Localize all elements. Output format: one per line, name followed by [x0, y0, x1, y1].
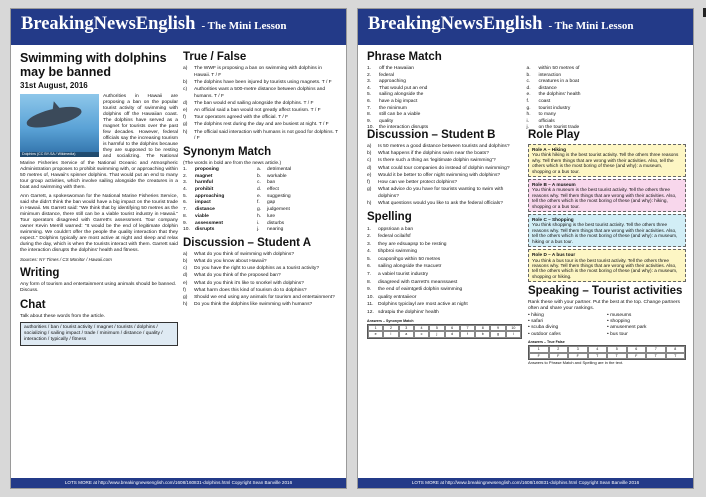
discussion-b-item: [367, 180, 522, 187]
discussion-b-item: [367, 158, 522, 165]
phrase-letter: b.: [526, 72, 531, 78]
role-card: [528, 144, 686, 177]
discussion-b-item-marker: c): [367, 158, 372, 164]
answer-letter: f: [460, 331, 475, 338]
spelling-item-marker: 2.: [367, 234, 372, 240]
spelling-item: [367, 263, 522, 271]
discussion-a-item-marker: a): [183, 251, 188, 257]
phrase-letter: e.: [526, 92, 531, 98]
answer-letter: b: [475, 331, 490, 338]
discussion-b-item-text: What advice do you have for tourists wanting to swim with dolphins?: [378, 187, 504, 199]
writing-heading: Writing: [20, 267, 60, 280]
spelling-item-marker: 1.: [367, 226, 372, 232]
writing-prompt: Any form of tourism and entertainment using animals should be banned. Discuss.: [20, 282, 177, 294]
true-false-item: [183, 130, 339, 143]
role-card: [528, 179, 686, 212]
phrase-number: 10.: [367, 125, 374, 131]
synonym-number: 8.: [183, 213, 188, 219]
phrase-end: interaction: [538, 72, 562, 78]
synonym-word: impact: [195, 200, 211, 206]
discussion-a-item-marker: f): [183, 287, 186, 293]
true-false-item-marker: h): [183, 129, 188, 135]
true-false-item-marker: c): [183, 86, 188, 92]
answer-value: T: [646, 353, 666, 360]
spelling-item-marker: 8.: [367, 279, 372, 285]
discussion-a-item-text: What do you know about Hawaii?: [194, 259, 267, 265]
synonym-letter: b.: [257, 173, 262, 179]
true-false-item: [183, 66, 339, 79]
answer-value: F: [568, 353, 588, 360]
answer-number: 4: [414, 325, 429, 332]
synonym-letter: h.: [257, 213, 262, 219]
phrase-start: still can be a viable: [379, 112, 421, 118]
discussion-b-item-marker: h): [367, 200, 372, 206]
chat-word-box: authorities / ban / tourist activity / magnet / tourists / dolphins / socializing / sailing impact / trade / minimum / distance / quality / interaction / typically / fitness: [20, 322, 178, 347]
phrase-end: tourist industry: [538, 105, 571, 111]
phrase-end: the dolphins' health: [538, 92, 581, 98]
answer-number: 8: [666, 346, 686, 353]
answer-letter: g: [490, 331, 505, 338]
synonym-word: harmful: [195, 180, 213, 186]
spelling-list: [367, 226, 522, 317]
synonym-letter: e.: [257, 193, 262, 199]
phrase-match-section: [367, 51, 686, 132]
answer-letter: a: [399, 331, 414, 338]
discussion-b-heading: Discussion – Student B: [367, 129, 496, 141]
true-false-heading: True / False: [183, 51, 247, 63]
discussion-b-item-marker: a): [367, 144, 372, 149]
synonym-option: detrimental: [267, 166, 292, 172]
discussion-a-item: [183, 302, 339, 309]
synonym-option: judgement: [267, 207, 290, 213]
speaking-item: • outdoor cafes: [528, 332, 607, 338]
speaking-item: • hiking: [528, 313, 607, 319]
speaking-heading: Speaking – Tourist activities: [528, 285, 683, 298]
role-text: You think hiking is the best tourist activity. Tell the others three reasons why. Tell them things that are wrong with their activities. Also, tell the others which is the most boring of these (and why): a museum, shopping or a bus tour.: [532, 152, 679, 174]
article-paragraph: Authorities in Hawaii are proposing a ban on the popular tourist activity of swimming with dolphins off the Hawaiian coast. The dolphins have served as a magnet for tourists over the past few decades. However, federal officials say the increasing tourism is harmful to the dolphins because they are supposed to be resting and socializing. The National Marine Fisheries Service of the National Oceanic and Atmospheric Administration proposes to prohibit swimming with, or approaching within 50 metres of, Hawaii's spinner dolphins. That would put an end to many tour group activities, which involve sailing alongside the creatures in a boat and swimming with them.: [20, 94, 178, 190]
page-one-footer: LOTS MORE at http://www.breakingnewsenglish.com/1608/160831-dolphins.html Copyright Sean Banville 2016: [11, 478, 346, 488]
answer-letter: e: [368, 331, 383, 338]
synonym-number: 3.: [183, 180, 188, 186]
spelling-item-marker: 3.: [367, 241, 372, 247]
brand-title: BreakingNewsEnglish: [368, 14, 543, 34]
phrase-letter: i.: [526, 118, 529, 124]
phrase-end: distance: [538, 85, 557, 91]
phrase-letter: g.: [526, 105, 531, 111]
discussion-b-item-marker: b): [367, 151, 372, 157]
phrase-number: 1.: [367, 66, 372, 71]
discussion-a-item-text: What do you think of the proposed ban?: [194, 273, 281, 279]
true-false-list: [183, 66, 339, 143]
synonym-letter: j.: [257, 227, 260, 233]
synonym-number: 4.: [183, 187, 188, 192]
synonym-option: nearing: [267, 227, 284, 233]
true-false-item: [183, 122, 339, 129]
answer-number: 2: [549, 346, 569, 353]
phrase-number: 9.: [367, 118, 372, 124]
phrase-start: have a big impact: [379, 98, 418, 104]
article-paragraph: Ann Garrett, a spokeswoman for the National Marine Fisheries Service, said she didn't think the ban would have a big impact on the tourist trade in Hawaii. Ms Garrett said: "We think that by identifying 50 metres as the minimum distance, there still can be a viable tourist industry in Hawaii." Tour operators disagreed with Garrett's assessment. Tour company owner Kevin Merrill warned: "It would be the end of legitimate dolphin swimming. We couldn't offer the people the quality interaction that they expect." Dolphins typically are most active at night and sleep and relax during the day, which is when the tourists interact with them. Garrett said the interaction disrupts the dolphins' health and fitness.: [20, 193, 178, 254]
answers-note: Answers to Phrase Match and Spelling are in the text.: [528, 360, 624, 366]
discussion-b-item-text: What could tour companies do instead of dolphin swimming?: [378, 165, 510, 171]
answer-number: 6: [627, 346, 647, 353]
true-false-item-text: The dolphins rest during the day and are busiest at night. T / F: [194, 122, 329, 128]
synonym-word: prohibit: [195, 187, 214, 192]
dolphin-photo: [20, 94, 99, 157]
answer-value: T: [607, 353, 627, 360]
synonym-word: viable: [195, 213, 209, 219]
synonym-number: 7.: [183, 207, 188, 213]
answer-value: T: [666, 353, 686, 360]
synonym-note: (The words in bold are from the news article.): [183, 160, 282, 166]
article-column: [20, 51, 178, 346]
true-false-item-marker: f): [183, 115, 186, 121]
answer-number: 5: [607, 346, 627, 353]
phrase-letter: j.: [526, 125, 529, 131]
answer-letter: c: [414, 331, 429, 338]
spelling-item-text: Dolphins typiclayl are most active at night: [378, 302, 468, 308]
synonym-number: 5.: [183, 193, 188, 199]
spelling-item-text: they are edsuapsp to be resting: [378, 241, 447, 247]
phrase-letter: a.: [526, 66, 531, 71]
discussion-a-item-text: What do you think it's like to snorkel with dolphins?: [194, 280, 304, 286]
page-two-header: [358, 9, 693, 45]
synonym-word: approaching: [195, 193, 225, 199]
discussion-b-item-text: What happens if the dolphins swim near the boats?: [378, 151, 489, 157]
spelling-item: [367, 309, 522, 317]
true-false-item-marker: a): [183, 66, 188, 71]
discussion-a-item-text: What harm does this kind of tourism do to dolphins?: [194, 287, 307, 293]
discussion-a-item-marker: g): [183, 295, 188, 301]
page-two-footer: LOTS MORE at http://www.breakingnewsenglish.com/1608/160831-dolphins.html Copyright Sean Banville 2016: [358, 478, 693, 488]
answer-number: 6: [445, 325, 460, 332]
discussion-a-list: [183, 252, 339, 309]
phrase-match-list: [367, 66, 686, 132]
discussion-b-item: [367, 187, 522, 200]
discussion-b-item: [367, 166, 522, 173]
spelling-item-text: sailing alongside the rsacuetr: [378, 264, 442, 270]
spelling-item: [367, 233, 522, 241]
true-false-item-text: An official said a ban would not greatly affect tourism. T / F: [194, 107, 321, 113]
discussion-b-item: [367, 144, 522, 151]
answers-tf-heading: Answers – True False: [528, 340, 565, 345]
discussion-b-item-text: Is 50 metres a good distance between tourists and dolphins?: [378, 144, 510, 149]
phrase-number: 3.: [367, 79, 372, 85]
answer-number: 4: [588, 346, 608, 353]
synonym-letter: d.: [257, 187, 262, 192]
spelling-item-text: federal ocilaifsf: [378, 234, 411, 240]
answer-number: 10: [506, 325, 521, 332]
spelling-item-marker: 10.: [367, 294, 374, 300]
answer-value: F: [529, 353, 549, 360]
synonym-option: lure: [267, 213, 276, 219]
synonym-word: assessment: [195, 220, 224, 226]
answers-tf-grid: [528, 345, 686, 360]
discussion-a-item-marker: e): [183, 280, 188, 286]
answer-letter: l: [383, 331, 398, 338]
answer-number: 3: [568, 346, 588, 353]
spelling-item-text: ocaponihgo within 50 metres: [378, 256, 441, 262]
phrase-letter: c.: [526, 79, 531, 85]
synonym-option: ban: [267, 180, 276, 186]
spelling-item-marker: 9.: [367, 287, 372, 293]
discussion-a-item-marker: d): [183, 273, 188, 279]
discussion-b-item-marker: g): [367, 187, 372, 193]
synonym-number: 6.: [183, 200, 188, 206]
phrase-number: 7.: [367, 105, 372, 111]
true-false-item: [183, 115, 339, 122]
answer-value: F: [627, 353, 647, 360]
page-one-header: [11, 9, 346, 45]
spelling-item: [367, 301, 522, 309]
phrase-end: officials: [538, 118, 555, 124]
answer-number: 8: [475, 325, 490, 332]
synonym-list: [183, 167, 339, 234]
synonym-number: 10.: [183, 227, 190, 233]
phrase-end: within 50 metres of: [538, 66, 580, 71]
discussion-a-item: [183, 295, 339, 302]
phrase-end: to many: [538, 112, 556, 118]
role-text: You think shopping is the best tourist activity. Tell the others three reasons why. Tell them things that are wrong with their activities. Also, tell the others which is the most boring of these (and why): a museum, hiking or a bus tour.: [532, 222, 678, 244]
phrase-letter: f.: [526, 98, 530, 104]
speaking-item: • amusement park: [607, 325, 686, 331]
discussion-a-item-marker: c): [183, 266, 188, 272]
discussion-a-item-text: Should we end using any animals for tourism and entertainment?: [194, 295, 335, 301]
role-play-heading: Role Play: [528, 129, 580, 141]
true-false-item-text: Tour operators agreed with the official. T / F: [194, 115, 289, 121]
discussion-a-item: [183, 281, 339, 288]
discussion-b-item-text: Is there such a thing as 'legitimate dolphin swimming'?: [378, 158, 496, 164]
phrase-number: 5.: [367, 92, 372, 98]
role-title: Role D – A bus tour: [532, 252, 576, 258]
discussion-b-item-marker: f): [367, 179, 370, 185]
role-text: You think a bus tour is the best tourist activity. Tell the others three reasons why. Tell them things that are wrong with their activities. Also, tell the others which is the most boring of these (and why): a museum, shopping or hiking.: [532, 257, 678, 279]
discussion-b-item-text: What questions would you like to ask the federal officials?: [378, 200, 503, 206]
speaking-intro: Rank these with your partner. Put the best at the top. Change partners often and share your rankings.: [528, 300, 680, 312]
discussion-b-item-text: Would it be better to offer night swimming with dolphins?: [378, 172, 501, 178]
answer-number: 1: [368, 325, 383, 332]
synonym-word: magnet: [195, 173, 213, 179]
spelling-item-marker: 5.: [367, 256, 372, 262]
spelling-item-marker: 4.: [367, 249, 372, 255]
article-date: 31st August, 2016: [20, 81, 88, 90]
discussion-b-item: [367, 201, 522, 208]
role-card: [528, 214, 686, 247]
phrase-number: 2.: [367, 72, 372, 78]
spelling-item-text: disagreed with Garrett's meanssaest: [378, 279, 458, 285]
phrase-start: approaching: [379, 79, 406, 85]
answer-number: 2: [383, 325, 398, 332]
synonym-letter: c.: [257, 180, 261, 186]
true-false-item-marker: b): [183, 79, 188, 85]
discussion-b-list: [367, 144, 522, 208]
discussion-a-item: [183, 273, 339, 280]
speaking-item: • museums: [607, 313, 686, 319]
phrase-end: coast: [538, 98, 551, 104]
synonym-word: disrupts: [195, 227, 215, 233]
chat-heading: Chat: [20, 298, 46, 311]
spelling-item-marker: 7.: [367, 272, 372, 278]
discussion-a-heading: Discussion – Student A: [183, 236, 312, 249]
synonym-word: distance: [195, 207, 215, 213]
phrase-start: the interaction disrupts: [379, 125, 429, 131]
phrase-end: creatures in a boat: [538, 79, 580, 85]
spelling-item-text: tihpbroi swimming: [378, 249, 418, 255]
brand-title: BreakingNewsEnglish: [21, 14, 196, 34]
spelling-item: [367, 294, 522, 302]
spelling-item-marker: 11.: [367, 302, 374, 308]
spelling-item-text: oppsrioan a ban: [378, 226, 414, 232]
role-play-list: [528, 144, 686, 282]
phrase-start: That would put an end: [379, 85, 428, 91]
synonym-option: disturbs: [267, 220, 285, 226]
answers-synonym-grid: [367, 324, 522, 339]
phrase-start: the minimum: [379, 105, 407, 111]
true-false-item: [183, 87, 339, 100]
true-false-item-marker: e): [183, 107, 188, 113]
discussion-b-item-marker: e): [367, 172, 372, 178]
phrase-letter: d.: [526, 85, 531, 91]
speaking-list: [528, 313, 686, 339]
discussion-a-item-marker: h): [183, 302, 188, 308]
spelling-item-text: sdratpiu the dolphins' health: [378, 310, 439, 316]
true-false-item-marker: g): [183, 122, 188, 128]
brand-subtitle: - The Mini Lesson: [548, 20, 634, 32]
true-false-item: [183, 108, 339, 115]
discussion-a-item-text: What do you think of swimming with dolphins?: [194, 251, 295, 257]
synonym-number: 2.: [183, 173, 188, 179]
synonym-number: 1.: [183, 166, 188, 172]
phrase-start: sailing alongside the: [379, 92, 424, 98]
answer-number: 7: [460, 325, 475, 332]
brand-subtitle: - The Mini Lesson: [201, 20, 287, 32]
role-card: [528, 249, 686, 282]
phrase-start: federal: [379, 72, 394, 78]
discussion-b-item-text: How can we better protect dolphins?: [378, 179, 458, 185]
article-title: Swimming with dolphins may be banned: [20, 51, 167, 79]
page-two: [357, 8, 694, 489]
synonym-option: effect: [267, 187, 279, 192]
article-sources: Sources: NY Times / CS Monitor / Hawaii.com: [20, 257, 112, 263]
phrase-match-heading: Phrase Match: [367, 51, 442, 63]
speaking-item: • shopping: [607, 319, 686, 325]
answer-number: 3: [399, 325, 414, 332]
synonym-letter: g.: [257, 207, 262, 213]
answer-number: 7: [646, 346, 666, 353]
spelling-item-text: the end of eaimtgetli dolphin swimming: [378, 287, 463, 293]
role-text: You think a museum is the best tourist activity. Tell the others three reasons why. Tell them things that are wrong with their activities. Also, tell the others which is the most boring of these (and why): hiking, shopping or a bus tour.: [532, 187, 677, 209]
role-title: Role C – Shopping: [532, 217, 574, 223]
speaking-item: • safari: [528, 319, 607, 325]
spelling-heading: Spelling: [367, 210, 412, 223]
phrase-number: 4.: [367, 85, 372, 91]
synonym-letter: i.: [257, 220, 260, 226]
true-false-item-text: The official said interaction with humans is not good for dolphins. T / F: [194, 129, 339, 142]
true-false-item-text: The WWF is proposing a ban on swimming with dolphins in Hawaii. T / F: [194, 66, 323, 78]
synonym-heading: Synonym Match: [183, 145, 272, 158]
discussion-a-item: [183, 259, 339, 266]
spelling-item-text: quality entntaiieor: [378, 294, 417, 300]
synonym-letter: f.: [257, 200, 260, 206]
spelling-item: [367, 241, 522, 249]
answers-synonym-heading: Answers – Synonym Match: [367, 318, 414, 323]
phrase-end: on the tourist trade: [538, 125, 580, 131]
discussion-b-item: [367, 173, 522, 180]
synonym-number: 9.: [183, 220, 188, 226]
discussion-a-item: [183, 252, 339, 259]
phrase-start: quality: [379, 118, 394, 124]
phrase-number: 8.: [367, 112, 372, 118]
spelling-item: [367, 279, 522, 287]
discussion-a-item-text: Do you think the dolphins like swimming with humans?: [194, 302, 313, 308]
spelling-item: [367, 226, 522, 234]
phrase-number: 6.: [367, 98, 372, 104]
discussion-a-item: [183, 288, 339, 295]
spelling-item-marker: 12.: [367, 310, 374, 316]
phrase-start: off the Hawaiian: [379, 66, 414, 71]
answer-number: 9: [490, 325, 505, 332]
spelling-item-marker: 6.: [367, 264, 372, 270]
spelling-item: [367, 271, 522, 279]
chat-intro: Talk about these words from the article.: [20, 313, 106, 319]
answer-number: 1: [529, 346, 549, 353]
discussion-b-item-marker: d): [367, 165, 372, 171]
answer-letter: j: [429, 331, 444, 338]
spelling-item: [367, 286, 522, 294]
discussion-a-item: [183, 266, 339, 273]
exercise-column: [183, 51, 339, 309]
answer-number: 5: [429, 325, 444, 332]
synonym-option: workable: [267, 173, 287, 179]
answer-value: F: [549, 353, 569, 360]
synonym-letter: a.: [257, 166, 262, 172]
true-false-item: [183, 101, 339, 108]
true-false-item-text: Authorities want a 500-metre distance between dolphins and humans. T / F: [194, 86, 326, 99]
true-false-item-marker: d): [183, 100, 188, 106]
right-exercises: [528, 129, 686, 367]
speaking-item: • bus tour: [607, 332, 686, 338]
page-one: [10, 8, 347, 489]
phrase-letter: h.: [526, 112, 531, 118]
answer-value: T: [588, 353, 608, 360]
discussion-a-item-text: Do you have the right to use dolphins as a tourist activity?: [194, 266, 320, 272]
answer-letter: i: [506, 331, 521, 338]
discussion-b-item: [367, 151, 522, 158]
role-title: Role B – A museum: [532, 182, 576, 188]
synonym-word: proposing: [195, 166, 219, 172]
discussion-a-item-marker: b): [183, 259, 188, 265]
speaking-item: • scuba diving: [528, 325, 607, 331]
answer-letter: d: [445, 331, 460, 338]
synonym-option: suggesting: [267, 193, 291, 199]
spelling-item: [367, 248, 522, 256]
photo-caption: Dolphins (CC BY-SA / Wikimedia): [20, 152, 99, 157]
true-false-item-text: The ban would end sailing alongside the dolphins. T / F: [194, 100, 314, 106]
true-false-item-text: The dolphins have been injured by tourists using magnets. T / F: [194, 79, 332, 85]
article-body: [20, 94, 178, 263]
role-title: Role A – Hiking: [532, 147, 567, 152]
spelling-item: [367, 256, 522, 264]
true-false-item: [183, 80, 339, 87]
synonym-option: gap: [267, 200, 276, 206]
spelling-item-text: a vabiel tourist industry: [378, 272, 429, 278]
left-exercises: [367, 129, 522, 339]
